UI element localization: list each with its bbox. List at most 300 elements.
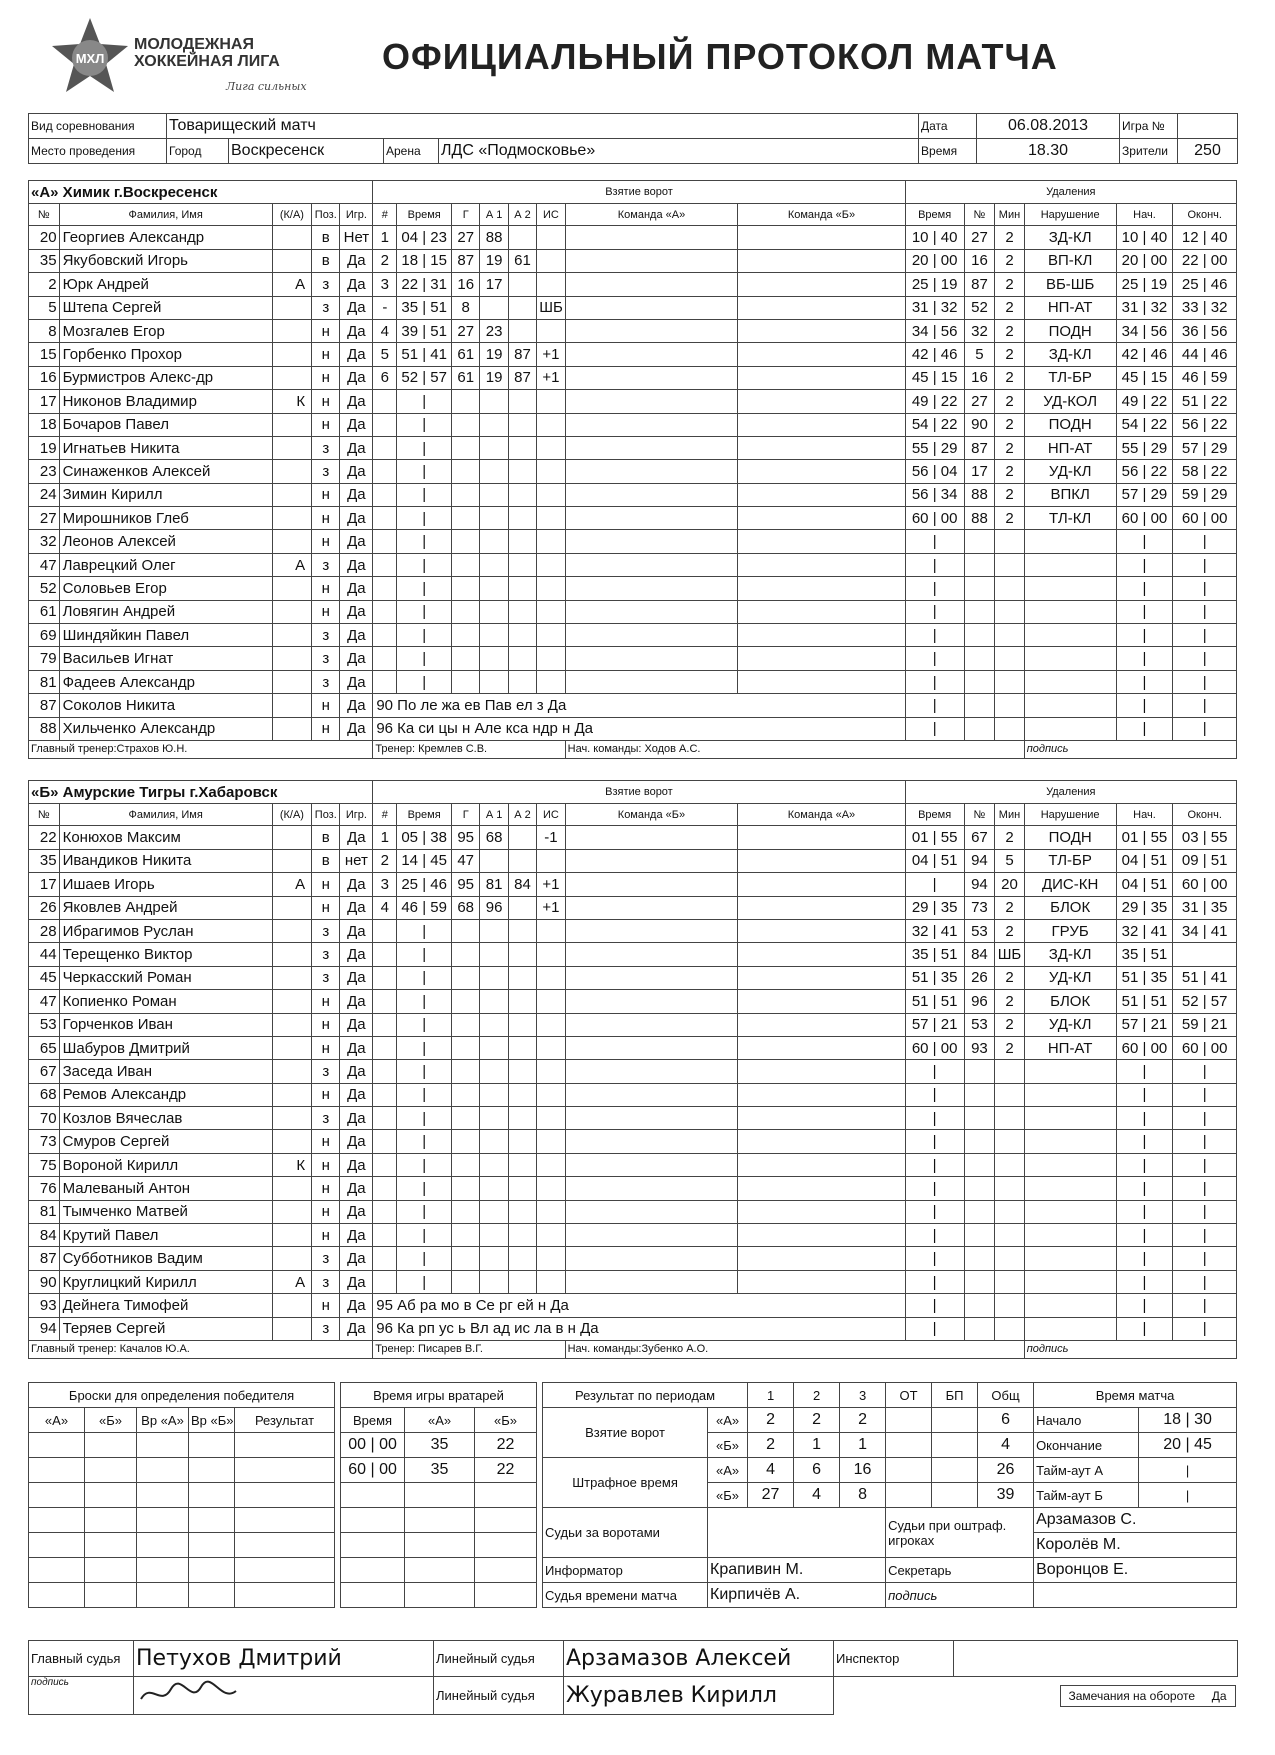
pen-start: 51 | 51 [1116, 990, 1173, 1013]
player-pos: з [312, 273, 340, 296]
player-role [272, 1130, 311, 1153]
col-head: № [964, 804, 995, 826]
pen-time: 45 | 15 [905, 366, 964, 389]
city-label: Город [167, 139, 229, 164]
goal-number: 3 [373, 873, 397, 896]
referee: Петухов Дмитрий [134, 1641, 434, 1677]
officials-table [28, 1640, 1238, 1715]
match-date: 06.08.2013 [977, 114, 1120, 139]
player-played: Да [340, 826, 373, 849]
pen-time: 60 | 00 [905, 507, 964, 530]
player-number: 65 [29, 1036, 60, 1059]
period-total: Общ [978, 1383, 1034, 1408]
col-head: ИС [537, 204, 565, 226]
player-name: Соловьев Егор [59, 577, 272, 600]
player-name: Синаженков Алексей [59, 460, 272, 483]
player-name: Ибрагимов Руслан [59, 919, 272, 942]
player-played: Да [340, 249, 373, 272]
pen-time-label: Штрафное время [543, 1458, 708, 1508]
goal-a2 [508, 319, 536, 342]
pen-player: 96 [964, 990, 995, 1013]
pen-end: 22 | 00 [1173, 249, 1237, 272]
pa-team: «А» [708, 1458, 748, 1483]
goal-team-b-cell [738, 849, 905, 872]
player-number: 61 [29, 600, 60, 623]
pen-end: 60 | 00 [1173, 1036, 1237, 1059]
pen-start: 42 | 46 [1116, 343, 1173, 366]
start-time: 18 | 30 [1139, 1408, 1237, 1433]
player-role [272, 319, 311, 342]
player-pos: н [312, 366, 340, 389]
player-number: 76 [29, 1177, 60, 1200]
goal-number: 6 [373, 366, 397, 389]
goal-a2: 87 [508, 366, 536, 389]
ga-total: 6 [978, 1408, 1034, 1433]
player-pos: з [312, 460, 340, 483]
pen-minutes: 2 [995, 343, 1025, 366]
timekeeper-label: Судья времени матча [543, 1583, 708, 1608]
table-row: 27 Мирошников Глеб н Да | 60 | 00 88 2 ТЛ-КЛ 60 | 00 60 | 00 [29, 507, 1237, 530]
pen-player: 94 [964, 873, 995, 896]
table-row: 88 Хильченко Александр н Да 96 Ка си цы н Але кса ндр н Да | | | [29, 717, 1237, 740]
player-number: 32 [29, 530, 60, 553]
player-role [272, 1083, 311, 1106]
player-played: Да [340, 717, 373, 740]
player-role: К [272, 1153, 311, 1176]
pen-minutes: 2 [995, 919, 1025, 942]
pen-time: 51 | 51 [905, 990, 964, 1013]
pb-bp [932, 1483, 978, 1508]
player-number: 68 [29, 1083, 60, 1106]
pen-violation: ПОДН [1024, 826, 1116, 849]
player-number: 24 [29, 483, 60, 506]
goal-scorer: 95 [451, 873, 479, 896]
player-pos: з [312, 296, 340, 319]
ga-p3: 2 [840, 1408, 886, 1433]
pen-time: 56 | 04 [905, 460, 964, 483]
player-number: 75 [29, 1153, 60, 1176]
goal-team-a-cell [565, 826, 738, 849]
star-logo-icon [50, 16, 130, 96]
player-role [272, 919, 311, 942]
goal-a2 [508, 226, 536, 249]
player-number: 84 [29, 1224, 60, 1247]
player-name: Мозгалев Егор [59, 319, 272, 342]
col-head: Г [452, 204, 480, 226]
goal-scorer: 8 [452, 296, 480, 319]
pen-start: 57 | 29 [1116, 483, 1173, 506]
pen-minutes: 2 [995, 826, 1025, 849]
player-number: 15 [29, 343, 60, 366]
arena: ЛДС «Подмосковье» [439, 139, 919, 164]
goal-team-a-cell [565, 226, 738, 249]
table-row: 65 Шабуров Дмитрий н Да | 60 | 00 93 2 НП-АТ 60 | 00 60 | 00 [29, 1036, 1237, 1059]
pen-violation: НП-АТ [1024, 436, 1116, 459]
end-time: 20 | 45 [1139, 1433, 1237, 1458]
table-row: 24 Зимин Кирилл н Да | 56 | 34 88 2 ВПКЛ 57 | 29 59 | 29 [29, 483, 1237, 506]
pen-minutes: 5 [995, 849, 1025, 872]
player-played: Да [340, 507, 373, 530]
player-played: Да [340, 1294, 373, 1317]
inspector [954, 1641, 1238, 1677]
pen-player: 73 [964, 896, 995, 919]
player-number: 5 [29, 296, 60, 319]
extra-player: 96 Ка си цы н Але кса ндр н Да [373, 717, 905, 740]
pen-player: 87 [964, 273, 995, 296]
extra-player: 90 По ле жа ев Пав ел з Да [373, 694, 905, 717]
goal-time: 05 | 38 [397, 826, 452, 849]
pen-violation: УД-КЛ [1024, 460, 1116, 483]
player-played: Да [340, 1060, 373, 1083]
time-label: Время [919, 139, 977, 164]
player-pos: з [312, 624, 340, 647]
goal-team-b-cell [738, 296, 905, 319]
player-role [272, 1224, 311, 1247]
player-played: Да [340, 647, 373, 670]
shots-gkb-head: Вр «Б» [189, 1408, 235, 1433]
player-played: Да [340, 896, 373, 919]
player-name: Зимин Кирилл [59, 483, 272, 506]
team-chief: Нач. команды:Зубенко А.О. [565, 1340, 1024, 1358]
pen-end: 31 | 35 [1173, 896, 1237, 919]
pen-player: 32 [964, 319, 995, 342]
table-row: 32 Леонов Алексей н Да | | | | [29, 530, 1237, 553]
table-row [29, 896, 1237, 919]
table-row: 70 Козлов Вячеслав з Да | | | | [29, 1107, 1237, 1130]
player-role: А [272, 1270, 311, 1293]
periods-title: Результат по периодам [543, 1383, 748, 1408]
pen-player: 52 [964, 296, 995, 319]
goals-title: Взятие ворот [373, 781, 905, 804]
player-played: Да [340, 873, 373, 896]
pen-end: 51 | 41 [1173, 966, 1237, 989]
pen-minutes: 2 [995, 483, 1025, 506]
pen-violation: ЗД-КЛ [1024, 943, 1116, 966]
goal-a2 [508, 296, 536, 319]
pen-violation: УД-КЛ [1024, 1013, 1116, 1036]
player-number: 87 [29, 1247, 60, 1270]
player-number: 47 [29, 553, 60, 576]
player-number: 69 [29, 624, 60, 647]
player-role [272, 896, 311, 919]
player-played: Да [340, 296, 373, 319]
player-name: Ремов Александр [59, 1083, 272, 1106]
goal-team-a-cell [565, 896, 738, 919]
pen-player: 84 [964, 943, 995, 966]
goal-a2 [508, 849, 536, 872]
player-name: Малеваный Антон [59, 1177, 272, 1200]
pen-time: 01 | 55 [905, 826, 964, 849]
goal-a1: 19 [480, 249, 508, 272]
player-pos: н [312, 1200, 340, 1223]
player-name: Вороной Кирилл [59, 1153, 272, 1176]
col-head: Время [397, 804, 452, 826]
pen-time: 10 | 40 [905, 226, 964, 249]
page-title: ОФИЦИАЛЬНЫЙ ПРОТОКОЛ МАТЧА [382, 36, 1058, 77]
ga-p1: 2 [748, 1408, 794, 1433]
player-played: Да [340, 1247, 373, 1270]
player-number: 79 [29, 647, 60, 670]
goal-team-b-cell [738, 896, 905, 919]
table-row: 53 Горченков Иван н Да | 57 | 21 53 2 УД-КЛ 57 | 21 59 | 21 [29, 1013, 1237, 1036]
col-head: # [373, 804, 397, 826]
goal-situation: ШБ [537, 296, 565, 319]
pen-end: 58 | 22 [1173, 460, 1237, 483]
table-row: 47 Копиенко Роман н Да | 51 | 51 96 2 БЛОК 51 | 51 52 | 57 [29, 990, 1237, 1013]
player-number: 20 [29, 226, 60, 249]
col-head: Мин [995, 804, 1025, 826]
pen-time: 49 | 22 [905, 390, 964, 413]
player-name: Теряев Сергей [59, 1317, 272, 1340]
player-role [272, 483, 311, 506]
pen-start: 51 | 35 [1116, 966, 1173, 989]
gb-ot [886, 1433, 932, 1458]
pen-minutes: 2 [995, 366, 1025, 389]
pen-end: 03 | 55 [1173, 826, 1237, 849]
goal-team-b-cell [738, 873, 905, 896]
player-role: А [272, 553, 311, 576]
player-number: 94 [29, 1317, 60, 1340]
pen-minutes: 2 [995, 226, 1025, 249]
pen-violation: ВПКЛ [1024, 483, 1116, 506]
table-row: 47 Лаврецкий Олег А з Да | | | | [29, 553, 1237, 576]
referee-label: Главный судья [29, 1641, 134, 1677]
gb-team: «Б» [708, 1433, 748, 1458]
gk-time-title: Время игры вратарей [341, 1383, 537, 1408]
player-number: 27 [29, 507, 60, 530]
player-pos: н [312, 873, 340, 896]
pen-minutes: 2 [995, 966, 1025, 989]
period-ot: ОТ [886, 1383, 932, 1408]
pa-p1: 4 [748, 1458, 794, 1483]
goal-a1: 81 [480, 873, 508, 896]
type-label: Вид соревнования [29, 114, 167, 139]
table-row: 19 Игнатьев Никита з Да | 55 | 29 87 2 НП-АТ 55 | 29 57 | 29 [29, 436, 1237, 459]
game-label: Игра № [1120, 114, 1178, 139]
player-pos: н [312, 1013, 340, 1036]
pen-minutes: 2 [995, 460, 1025, 483]
pen-end: 09 | 51 [1173, 849, 1237, 872]
match-info-table [28, 113, 1238, 164]
pen-violation: НП-АТ [1024, 296, 1116, 319]
player-name: Субботников Вадим [59, 1247, 272, 1270]
player-role [272, 296, 311, 319]
goal-a1: 17 [480, 273, 508, 296]
player-name: Лаврецкий Олег [59, 553, 272, 576]
goal-team-a-cell [565, 273, 738, 296]
player-pos: в [312, 826, 340, 849]
player-role [272, 1177, 311, 1200]
goal-time: 04 | 23 [397, 226, 452, 249]
player-played: Да [340, 1130, 373, 1153]
table-row: 73 Смуров Сергей н Да | | | | [29, 1130, 1237, 1153]
player-played: Да [340, 990, 373, 1013]
player-pos: з [312, 670, 340, 693]
shots-b-head: «Б» [85, 1408, 137, 1433]
pen-player: 90 [964, 413, 995, 436]
player-role [272, 366, 311, 389]
spectators: 250 [1178, 139, 1238, 164]
player-played: Да [340, 1153, 373, 1176]
pen-end: 57 | 29 [1173, 436, 1237, 459]
player-pos: н [312, 413, 340, 436]
goal-time: 14 | 45 [397, 849, 452, 872]
col-head: Команда «Б» [738, 204, 905, 226]
player-played: Нет [340, 226, 373, 249]
pen-minutes: 2 [995, 436, 1025, 459]
player-number: 45 [29, 966, 60, 989]
pen-minutes: 2 [995, 896, 1025, 919]
player-name: Шабуров Дмитрий [59, 1036, 272, 1059]
goal-team-b-cell [738, 826, 905, 849]
player-number: 81 [29, 1200, 60, 1223]
goal-team-a-cell [565, 319, 738, 342]
goal-scorer: 95 [451, 826, 479, 849]
penalties-title: Удаления [905, 181, 1236, 204]
table-row: 81 Фадеев Александр з Да | | | | [29, 670, 1237, 693]
player-pos: н [312, 319, 340, 342]
goal-a1: 88 [480, 226, 508, 249]
goal-number: 3 [373, 273, 397, 296]
player-number: 53 [29, 1013, 60, 1036]
pen-minutes: 2 [995, 319, 1025, 342]
player-name: Копиенко Роман [59, 990, 272, 1013]
player-played: Да [340, 1200, 373, 1223]
pb-p3: 8 [840, 1483, 886, 1508]
player-name: Козлов Вячеслав [59, 1107, 272, 1130]
pen-player: 53 [964, 1013, 995, 1036]
goal-a1: 96 [480, 896, 508, 919]
player-pos: н [312, 1224, 340, 1247]
table-row: 61 Ловягин Андрей н Да | | | | [29, 600, 1237, 623]
col-head: Игр. [340, 204, 373, 226]
player-number: 8 [29, 319, 60, 342]
linesman2-label: Линейный судья [434, 1677, 564, 1715]
player-number: 28 [29, 919, 60, 942]
pen-start: 29 | 35 [1116, 896, 1173, 919]
player-number: 70 [29, 1107, 60, 1130]
col-head: Время [905, 204, 964, 226]
goal-time: 52 | 57 [397, 366, 452, 389]
player-role: А [272, 873, 311, 896]
player-role [272, 1200, 311, 1223]
player-role [272, 436, 311, 459]
player-played: Да [340, 919, 373, 942]
pen-violation: НП-АТ [1024, 1036, 1116, 1059]
col-head: Команда «А» [565, 204, 738, 226]
table-row: 69 Шиндяйкин Павел з Да | | | | [29, 624, 1237, 647]
goal-team-a-cell [565, 366, 738, 389]
player-played: Да [340, 577, 373, 600]
pen-end: 52 | 57 [1173, 990, 1237, 1013]
col-head: # [373, 204, 397, 226]
gk-a-1: 35 [405, 1433, 475, 1458]
goal-situation [537, 319, 565, 342]
pen-start: 01 | 55 [1116, 826, 1173, 849]
logo-badge: МХЛ [75, 51, 105, 66]
player-played: Да [340, 460, 373, 483]
linesman-1: Арзамазов Алексей [564, 1641, 834, 1677]
goal-situation: +1 [537, 896, 565, 919]
shots-gka-head: Вр «А» [137, 1408, 189, 1433]
player-played: Да [340, 436, 373, 459]
player-pos: н [312, 1294, 340, 1317]
goal-team-a-cell [565, 249, 738, 272]
game-number [1178, 114, 1238, 139]
player-pos: з [312, 1107, 340, 1130]
referee-signature [134, 1677, 434, 1715]
table-row: 90 Круглицкий Кирилл А з Да | | | | [29, 1270, 1237, 1293]
goal-number: - [373, 296, 397, 319]
player-name: Горбенко Прохор [59, 343, 272, 366]
player-name: Ишаев Игорь [59, 873, 272, 896]
pen-time: 54 | 22 [905, 413, 964, 436]
informer-label: Информатор [543, 1558, 708, 1583]
pen-player: 67 [964, 826, 995, 849]
col-head: Фамилия, Имя [59, 804, 272, 826]
table-row: 93 Дейнега Тимофей н Да 95 Аб ра мо в Се рг ей н Да | | | [29, 1294, 1237, 1317]
pen-end: 60 | 00 [1173, 873, 1237, 896]
pen-violation: УД-КЛ [1024, 966, 1116, 989]
player-number: 35 [29, 849, 60, 872]
competition-type: Товарищеский матч [167, 114, 919, 139]
table-row: 84 Крутий Павел н Да | | | | [29, 1224, 1237, 1247]
table-row: 94 Теряев Сергей з Да 96 Ка рп ус ь Вл ад ис ла в н Да | | | [29, 1317, 1237, 1340]
ga-team: «А» [708, 1408, 748, 1433]
city: Воскресенск [229, 139, 384, 164]
goal-scorer: 27 [452, 319, 480, 342]
pen-end: 25 | 46 [1173, 273, 1237, 296]
team-name: «Б» Амурские Тигры г.Хабаровск [29, 781, 373, 804]
player-number: 35 [29, 249, 60, 272]
table-row: 44 Терещенко Виктор з Да | 35 | 51 84 ШБ ЗД-КЛ 35 | 51 [29, 943, 1237, 966]
player-pos: в [312, 226, 340, 249]
player-name: Шиндяйкин Павел [59, 624, 272, 647]
player-pos: н [312, 717, 340, 740]
ga-p2: 2 [794, 1408, 840, 1433]
pen-start: 60 | 00 [1116, 507, 1173, 530]
pen-time: 56 | 34 [905, 483, 964, 506]
player-role [272, 990, 311, 1013]
goal-time: 39 | 51 [397, 319, 452, 342]
player-role [272, 226, 311, 249]
goal-situation [537, 226, 565, 249]
col-head: Мин [995, 204, 1025, 226]
pen-violation: ВБ-ШБ [1024, 273, 1116, 296]
trainer: Тренер: Кремлев С.В. [373, 740, 565, 758]
goal-team-b-cell [738, 226, 905, 249]
table-row: 87 Субботников Вадим з Да | | | | [29, 1247, 1237, 1270]
player-number: 73 [29, 1130, 60, 1153]
linesman1-label: Линейный судья [434, 1641, 564, 1677]
bottom-summary-table: Броски для определения победителя Время игры вратарей Результат по периодам 1 2 3 ОТ БП Общ Время матча «А» «Б» Вр «А» Вр «Б» Результат Время «А» «Б» Взятие ворот «А» 2 2 2 6 Начало 18 | 30 00 | 00 35 22 «Б» 2 1 1 4 Окончание 20 | 45 60 | 00 35 22 Штрафное время «А» 4 6 16 26 Тайм-аут А | «Б» 27 4 8 39 Тайм-аут Б | Судьи за воротами Судьи при оштраф. игроках Арзамазов С. Королёв М. Информатор Крапивин М. Секретарь Воронцов Е. Судья времени матча Кирпичёв А. подпись [28, 1382, 1237, 1608]
goal-a1: 19 [480, 366, 508, 389]
pen-end: 59 | 21 [1173, 1013, 1237, 1036]
player-name: Конюхов Максим [59, 826, 272, 849]
player-number: 87 [29, 694, 60, 717]
table-row [29, 249, 1237, 272]
player-name: Георгиев Александр [59, 226, 272, 249]
player-pos: з [312, 966, 340, 989]
player-role [272, 1317, 311, 1340]
col-head: № [29, 204, 60, 226]
goals-label: Взятие ворот [543, 1408, 708, 1458]
player-played: Да [340, 319, 373, 342]
player-pos: з [312, 1247, 340, 1270]
place-label: Место проведения [29, 139, 167, 164]
pen-minutes: 20 [995, 873, 1025, 896]
player-name: Дейнега Тимофей [59, 1294, 272, 1317]
